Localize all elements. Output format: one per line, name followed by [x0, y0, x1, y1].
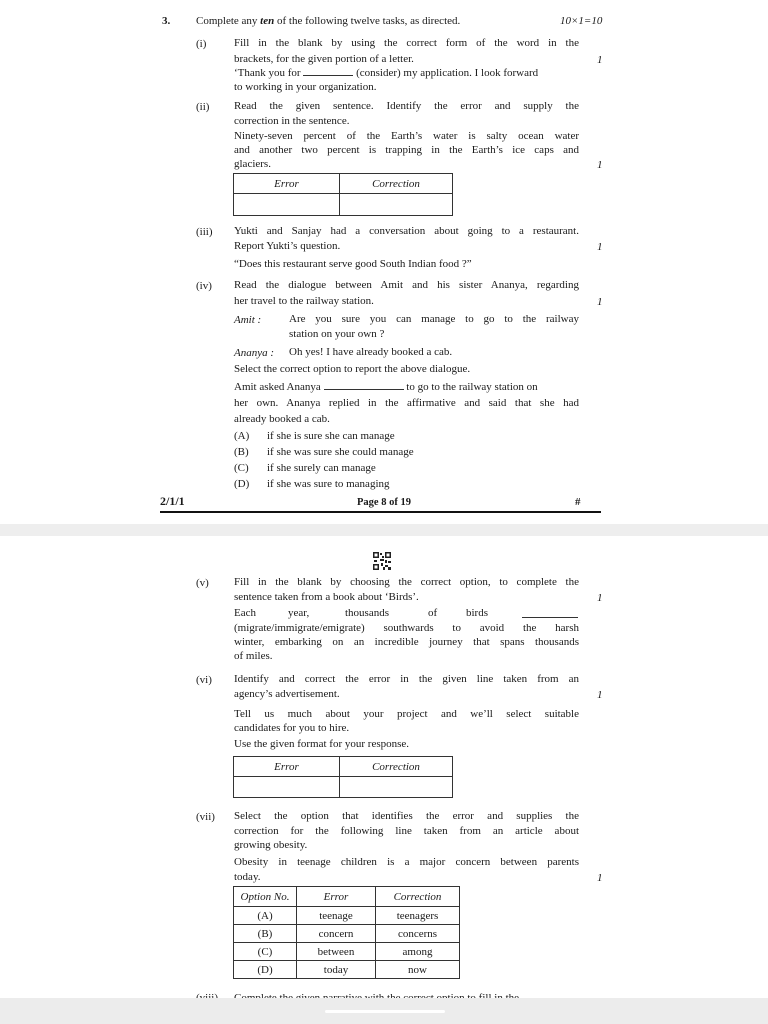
- item-iii-quote: “Does this restaurant serve good South Indian food ?”: [234, 258, 472, 270]
- item-i-line3b: (consider) my application. I look forward: [353, 67, 539, 79]
- item-i-mark: 1: [597, 54, 603, 66]
- instr-post: of the following twelve tasks, as directed.: [274, 15, 461, 27]
- item-iv-para2: her own. Ananya replied in the affirmative and said that she had: [234, 397, 579, 409]
- item-iv-select: Select the correct option to report the above dialogue.: [234, 363, 471, 375]
- table-row[interactable]: [234, 943, 460, 961]
- error-answer-cell[interactable]: [234, 777, 340, 798]
- instr-emphasis: ten: [260, 15, 275, 27]
- page-separator: [0, 524, 768, 536]
- item-iv-para1a: Amit asked Ananya: [234, 381, 324, 393]
- option-b-text[interactable]: if she was sure she could manage: [267, 446, 414, 458]
- table-header-correction: Correction: [340, 174, 453, 194]
- item-i-line1: Fill in the blank by using the correct form of the word in the: [234, 37, 579, 49]
- question-number: 3.: [162, 15, 171, 27]
- table-header-error: Error: [234, 757, 340, 777]
- option-a-text[interactable]: if she is sure she can manage: [267, 430, 395, 442]
- item-vi-roman: (vi): [196, 674, 212, 686]
- speaker-amit-label: Amit :: [234, 314, 262, 326]
- v-word-year: year,: [288, 607, 310, 619]
- item-vii-line1: Select the option that identifies the error and supplies the: [234, 810, 579, 822]
- paper-code: 2/1/1: [160, 494, 185, 508]
- item-iii-line2: Report Yukti’s question.: [234, 240, 341, 252]
- page-number: Page 8 of 19: [357, 497, 411, 508]
- option-d-text[interactable]: if she was sure to managing: [267, 478, 390, 490]
- item-vii-roman: (vii): [196, 811, 215, 823]
- item-i-roman: (i): [196, 38, 207, 50]
- table-row[interactable]: [234, 961, 460, 979]
- option-c-key: (C): [234, 462, 249, 474]
- item-i-line4: to working in your organization.: [234, 81, 377, 93]
- item-v-mark: 1: [597, 592, 603, 604]
- table-row[interactable]: [234, 907, 460, 925]
- table-header-error: Error: [297, 887, 376, 907]
- item-vi-line4: candidates for you to hire.: [234, 722, 350, 734]
- item-iv-roman: (iv): [196, 280, 212, 292]
- table-header-correction: Correction: [340, 757, 453, 777]
- table-row[interactable]: [234, 925, 460, 943]
- item-ii-line1: Read the given sentence. Identify the error and supply the: [234, 100, 579, 112]
- amit-line2: station on your own ?: [289, 328, 385, 340]
- option-c-text[interactable]: if she surely can manage: [267, 462, 376, 474]
- speaker-ananya-label: Ananya :: [234, 347, 275, 359]
- item-i-line3: [234, 66, 538, 81]
- option-b-key: (B): [234, 446, 249, 458]
- table-header-error: Error: [234, 174, 340, 194]
- item-vi-line3: Tell us much about your project and we’ll select suitable: [234, 708, 579, 720]
- ananya-line: Oh yes! I have already booked a cab.: [289, 346, 453, 358]
- item-i-line3a: ‘Thank you for: [234, 67, 304, 79]
- correction-cell: teenagers: [376, 907, 460, 925]
- home-indicator[interactable]: [325, 1010, 445, 1013]
- item-v-roman: (v): [196, 577, 209, 589]
- item-iii-mark: 1: [597, 241, 603, 253]
- qr-code-icon: [373, 552, 391, 570]
- item-v-line1: Fill in the blank by choosing the correct option, to complete the: [234, 576, 579, 588]
- option-cell: (C): [234, 943, 297, 961]
- item-iv-para1: [234, 380, 538, 395]
- error-cell: today: [297, 961, 376, 979]
- item-v-line2: sentence taken from a book about ‘Birds’.: [234, 591, 419, 603]
- item-iv-line2: her travel to the railway station.: [234, 295, 374, 307]
- item-iii-roman: (iii): [196, 226, 213, 238]
- item-iv-para3: already booked a cab.: [234, 413, 330, 425]
- footer-rule: [160, 511, 601, 513]
- item-ii-roman: (ii): [196, 101, 210, 113]
- item-iii-line1: Yukti and Sanjay had a conversation about going to a restaurant.: [234, 225, 579, 237]
- item-i-blank: [303, 75, 353, 76]
- item-ii-line4: and another two percent is trapping in the Earth’s ice caps and: [234, 144, 579, 156]
- v-word-each: Each: [234, 607, 256, 619]
- item-vii-line4: Obesity in teenage children is a major concern between parents: [234, 856, 579, 868]
- error-cell: concern: [297, 925, 376, 943]
- page-hash: #: [575, 496, 581, 508]
- item-vii-line5: today.: [234, 871, 261, 883]
- item-vii-line2: correction for the following line taken from an article about: [234, 825, 579, 837]
- item-vi-answer-table: [233, 756, 453, 798]
- error-answer-cell[interactable]: [234, 194, 340, 216]
- item-v-line5: winter, embarking on an incredible journey that spans thousands: [234, 636, 579, 648]
- correction-answer-cell[interactable]: [340, 777, 453, 798]
- item-v-blank: [522, 604, 578, 618]
- item-vi-mark: 1: [597, 689, 603, 701]
- option-cell: (D): [234, 961, 297, 979]
- item-iv-line1: Read the dialogue between Amit and his sister Ananya, regarding: [234, 279, 579, 291]
- v-word-of: of: [428, 607, 438, 619]
- item-iv-blank: [324, 389, 404, 390]
- item-vi-line2: agency’s advertisement.: [234, 688, 340, 700]
- item-vi-line1: Identify and correct the error in the given line taken from an: [234, 673, 579, 685]
- instr-pre: Complete any: [196, 15, 261, 27]
- v-word-birds: birds: [466, 607, 488, 619]
- item-vii-options-table: [233, 886, 460, 979]
- item-v-line4: (migrate/immigrate/emigrate) southwards to avoid the harsh: [234, 622, 579, 634]
- item-i-line2: brackets, for the given portion of a letter.: [234, 53, 414, 65]
- error-cell: between: [297, 943, 376, 961]
- item-iv-mark: 1: [597, 296, 603, 308]
- item-vii-line3: growing obesity.: [234, 839, 308, 851]
- option-cell: (B): [234, 925, 297, 943]
- item-ii-answer-table: [233, 173, 453, 216]
- item-ii-line2: correction in the sentence.: [234, 115, 350, 127]
- option-d-key: (D): [234, 478, 250, 490]
- table-header-correction: Correction: [376, 887, 460, 907]
- item-vi-line5: Use the given format for your response.: [234, 738, 410, 750]
- correction-cell: concerns: [376, 925, 460, 943]
- correction-cell: among: [376, 943, 460, 961]
- question-marks: 10×1=10: [560, 15, 603, 27]
- v-word-thousands: thousands: [345, 607, 389, 619]
- correction-answer-cell[interactable]: [340, 194, 453, 216]
- amit-line1: Are you sure you can manage to go to the railway: [289, 313, 579, 325]
- error-cell: teenage: [297, 907, 376, 925]
- question-instruction: [196, 14, 460, 29]
- correction-cell: now: [376, 961, 460, 979]
- table-header-option: Option No.: [234, 887, 297, 907]
- item-vii-mark: 1: [597, 872, 603, 884]
- item-ii-line5: glaciers.: [234, 158, 271, 170]
- option-a-key: (A): [234, 430, 250, 442]
- option-cell: (A): [234, 907, 297, 925]
- item-iv-para1b: to go to the railway station on: [403, 381, 538, 393]
- item-v-line6: of miles.: [234, 650, 273, 662]
- item-ii-mark: 1: [597, 159, 603, 171]
- item-ii-line3: Ninety-seven percent of the Earth’s water is salty ocean water: [234, 130, 579, 142]
